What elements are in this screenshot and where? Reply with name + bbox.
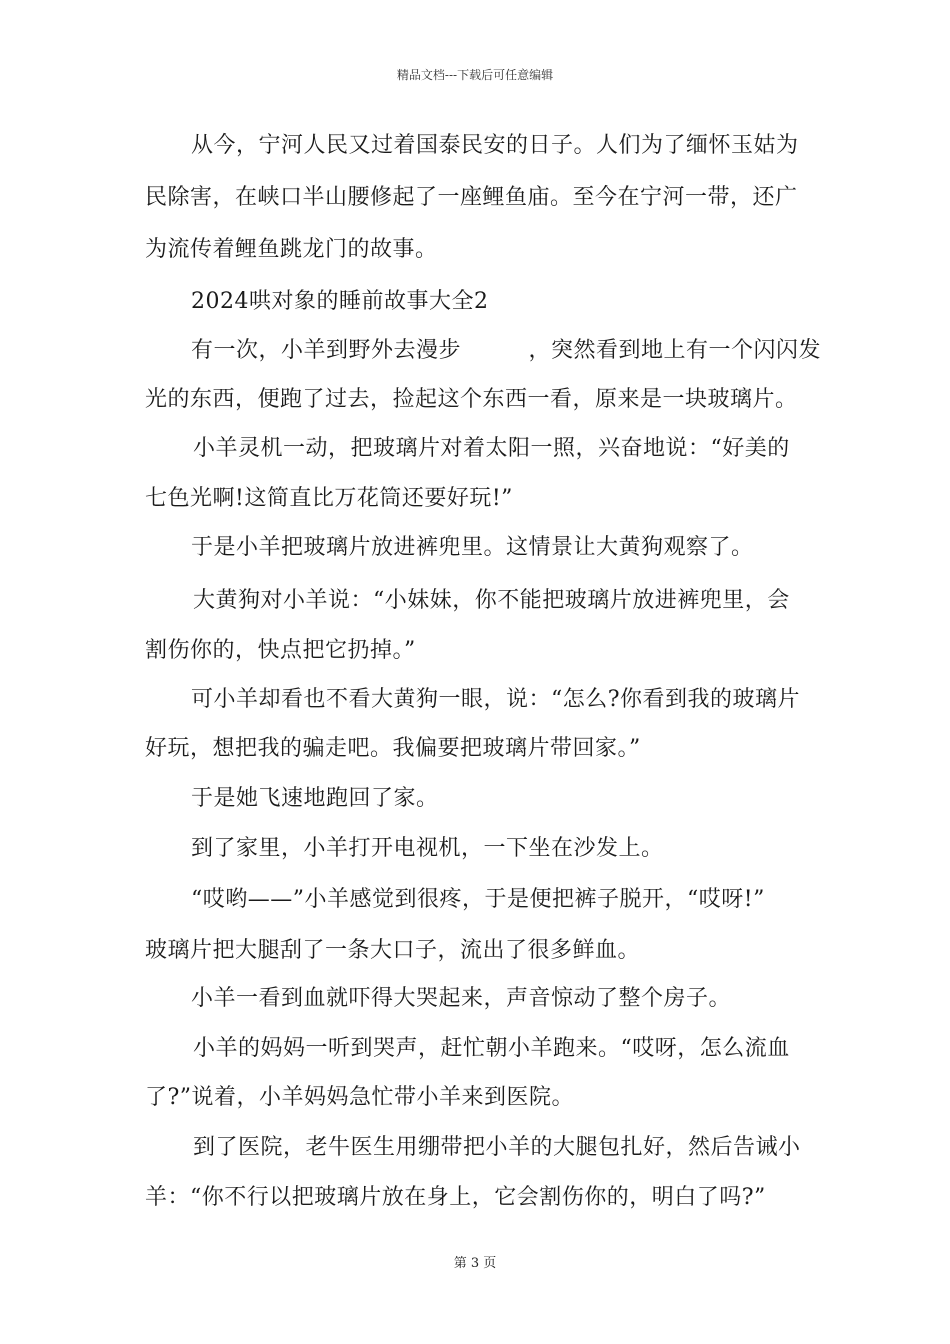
paragraph-line: “哎哟——”小羊感觉到很疼，于是便把裤子脱开，“哎呀!”	[191, 887, 765, 912]
paragraph-line: 小羊灵机一动，把玻璃片对着太阳一照，兴奋地说：“好美的	[193, 436, 790, 461]
paragraph-line: 到了家里，小羊打开电视机，一下坐在沙发上。	[191, 836, 664, 861]
paragraph-line: 玻璃片把大腿刮了一条大口子，流出了很多鲜血。	[145, 938, 641, 963]
paragraph-line: 有一次，小羊到野外去漫步 ，突然看到地上有一个闪闪发	[191, 338, 822, 363]
paragraph-line: 割伤你的，快点把它扔掉。”	[145, 638, 416, 663]
paragraph-line: 羊：“你不行以把玻璃片放在身上，它会割伤你的，明白了吗?”	[145, 1185, 766, 1210]
paragraph-line: 好玩，想把我的骗走吧。我偏要把玻璃片带回家。”	[145, 736, 641, 761]
section-title: 2024哄对象的睡前故事大全2	[191, 289, 489, 314]
paragraph-line: 大黄狗对小羊说：“小妹妹，你不能把玻璃片放进裤兜里，会	[193, 588, 790, 613]
paragraph-line: 于是小羊把玻璃片放进裤兜里。这情景让大黄狗观察了。	[191, 535, 754, 560]
page-number: 第 3 页	[453, 1256, 497, 1271]
paragraph-line: 了?”说着，小羊妈妈急忙带小羊来到医院。	[145, 1085, 575, 1110]
paragraph-line: 到了医院，老牛医生用绷带把小羊的大腿包扎好，然后告诫小	[193, 1135, 801, 1160]
paragraph-line: 于是她飞速地跑回了家。	[191, 786, 439, 811]
paragraph-line: 小羊一看到血就吓得大哭起来，声音惊动了整个房子。	[191, 986, 732, 1011]
page-header: 精品文档---下载后可任意编辑	[396, 68, 554, 82]
paragraph-line: 从今，宁河人民又过着国泰民安的日子。人们为了缅怀玉姑为	[191, 133, 799, 158]
paragraph-line: 小羊的妈妈一听到哭声，赶忙朝小羊跑来。“哎呀，怎么流血	[193, 1036, 790, 1061]
paragraph-line: 为流传着鲤鱼跳龙门的故事。	[145, 237, 438, 262]
paragraph-line: 光的东西，便跑了过去，捡起这个东西一看，原来是一块玻璃片。	[145, 387, 798, 412]
paragraph-line: 可小羊却看也不看大黄狗一眼，说：“怎么?你看到我的玻璃片	[191, 687, 801, 712]
paragraph-line: 七色光啊!这简直比万花筒还要好玩!”	[145, 486, 513, 511]
paragraph-line: 民除害，在峡口半山腰修起了一座鲤鱼庙。至今在宁河一带，还广	[145, 185, 798, 210]
